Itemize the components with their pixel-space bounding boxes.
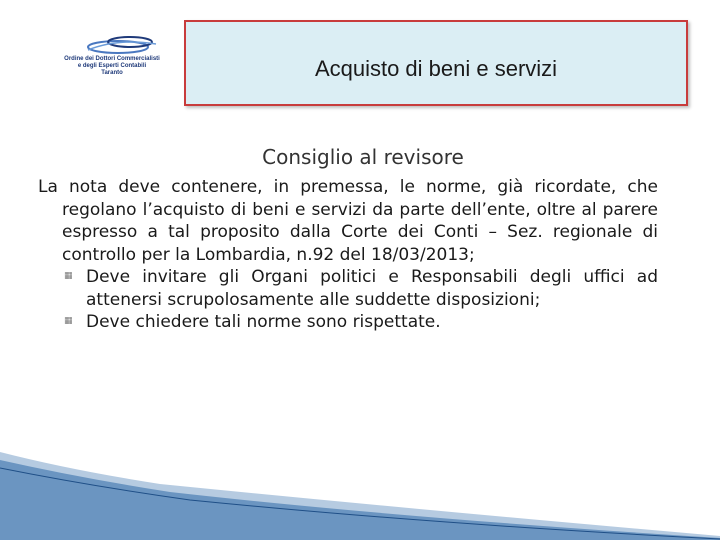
page-title: Acquisto di beni e servizi [314,56,558,81]
intro-paragraph: La nota deve contenere, in premessa, le norme, già ricordate, che regolano l’acquisto di beni e servizi da parte dell’ente, oltre al parere espresso a tal proposito dalla Corte dei Conti – Sez. regionale di controllo per la Lombardia, n.92 del 18/03/2013; [38,177,658,265]
bullet-text-2: Deve chiedere tali norme sono rispettate. [86,312,441,332]
bullet-text-1: Deve invitare gli Organi politici e Responsabili degli uffici ad attenersi scrupolosamente alle suddette disposizioni; [86,267,658,310]
logo-line-1: Ordine dei Dottori Commercialisti [64,56,160,62]
title-box [184,20,688,106]
list-item [62,311,658,334]
square-bullet-icon: ▦ [64,271,73,281]
order-logo-icon [78,34,164,56]
logo-text [48,56,176,77]
logo-line-3: Taranto [101,70,123,76]
square-bullet-icon: ▦ [64,316,73,326]
body-text [38,176,658,334]
logo-line-2: e degli Esperti Contabili [77,63,147,69]
logo [48,34,176,90]
subtitle: Consiglio al revisore [262,145,464,169]
decorative-wave [0,440,720,540]
list-item [62,266,658,311]
